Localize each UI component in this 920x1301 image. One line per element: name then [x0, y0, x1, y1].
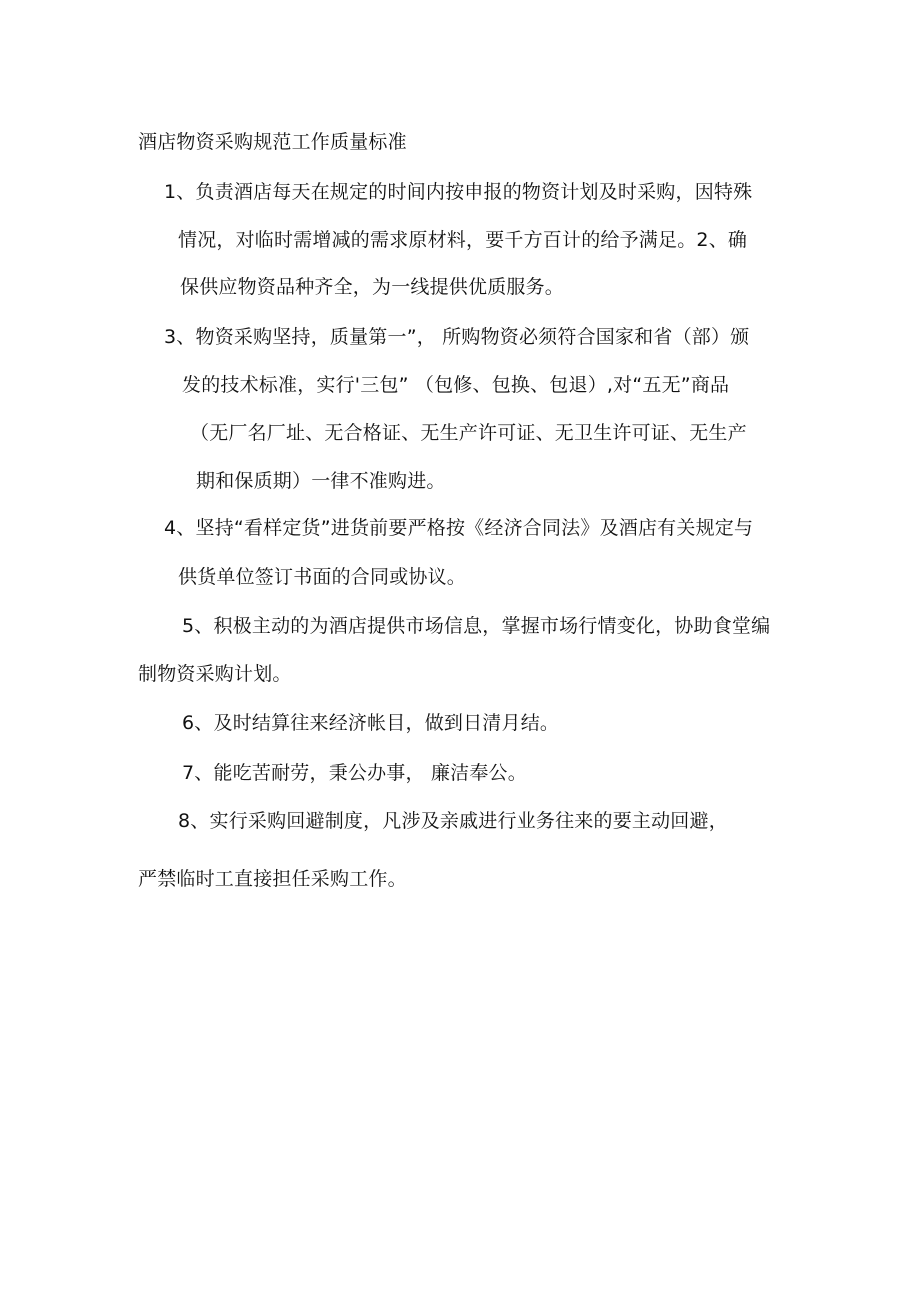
paragraph-4-line-2: 供货单位签订书面的合同或协议。 [178, 566, 467, 588]
paragraph-8-line-2: 严禁临时工直接担任采购工作。 [138, 868, 407, 890]
paragraph-3-line-1: 3、物资采购坚持，质量第一”， 所购物资必须符合国家和省（部）颁 [164, 326, 750, 348]
paragraph-8-line-1: 8、实行采购回避制度，凡涉及亲戚进行业务往来的要主动回避， [178, 810, 728, 832]
paragraph-1-line-1: 1、负责酒店每天在规定的时间内按申报的物资计划及时采购，因特殊 [164, 181, 753, 203]
paragraph-3-line-2: 发的技术标准，实行'三包” （包修、包换、包退）,对“五无”商品 [182, 374, 730, 396]
paragraph-1-line-2: 情况，对临时需增减的需求原材料，要千方百计的给予满足。2、确 [178, 229, 748, 251]
paragraph-4-line-1: 4、坚持“看样定货”进货前要严格按《经济合同法》及酒店有关规定与 [164, 517, 754, 539]
paragraph-1-line-3: 保供应物资品种齐全，为一线提供优质服务。 [180, 276, 565, 298]
paragraph-5-line-1: 5、积极主动的为酒店提供市场信息，掌握市场行情变化，协助食堂编 [182, 615, 771, 637]
paragraph-3-line-3: （无厂名厂址、无合格证、无生产许可证、无卫生许可证、无生产 [190, 422, 747, 444]
paragraph-3-line-4: 期和保质期）一律不准购进。 [196, 470, 446, 492]
document-title: 酒店物资采购规范工作质量标准 [138, 131, 407, 153]
paragraph-5-line-2: 制物资采购计划。 [138, 663, 292, 685]
paragraph-6-line-1: 6、及时结算往来经济帐目，做到日清月结。 [182, 712, 560, 734]
paragraph-7-line-1: 7、能吃苦耐劳，秉公办事， 廉洁奉公。 [182, 762, 527, 784]
